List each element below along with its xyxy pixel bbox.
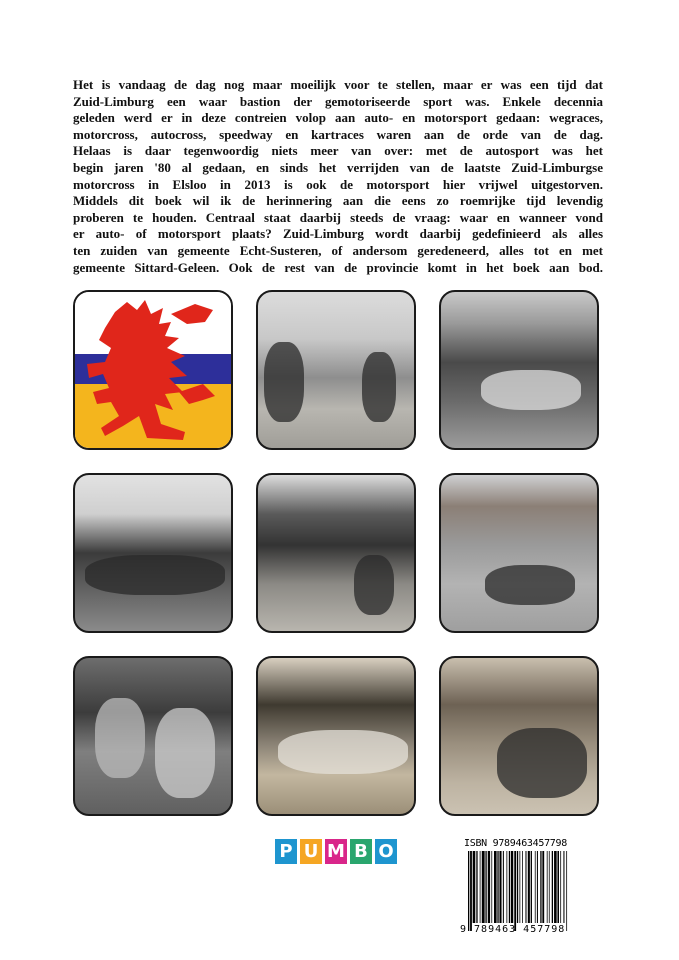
barcode-bar [522,851,523,923]
barcode-bar [488,851,490,923]
barcode-bar [491,851,492,923]
barcode-bar [563,851,564,923]
barcode-bar [531,851,532,923]
barcode-bar [554,851,557,923]
barcode-bar [525,851,526,923]
barcode-bar [511,851,513,923]
barcode-bar [542,851,544,923]
back-cover-blurb [73,77,603,276]
barcode-bar [499,851,501,923]
isbn-digits: 9 789463 457798 [460,924,566,935]
barcode-bar [549,851,550,923]
barcode-bar [552,851,553,923]
barcode-bar [535,851,536,923]
logo-letter: U [300,839,322,864]
logo-letter: B [350,839,372,864]
blurb-line: gemeente Sittard-Geleen. Ook de rest van de provincie komt in het boek aan bod. [73,259,603,275]
barcode-bars [468,851,568,931]
race-car-photo [439,290,599,450]
blurb-line: ten zuiden van gemeente Echt-Susteren, of andersom geredeneerd, alles tot en met [73,242,603,258]
barcode-bar [514,851,516,931]
isbn-label: ISBN 9789463457798 [464,838,567,849]
isbn-barcode [460,838,572,938]
kart-race-photo [439,473,599,633]
barcode-bar [480,851,481,923]
barcode-bar [485,851,486,923]
barcode-bar [519,851,520,923]
motorcycle-road-race-photo [73,656,233,816]
blurb-line: motorcross, autocross, speedway en kartraces waren aan de orde van de dag. [73,126,603,142]
pumbo-logo [275,839,397,864]
barcode-bar [560,851,561,923]
barcode-bar [506,851,507,923]
limburg-flag-image [73,290,233,450]
barcode-bar [468,851,469,931]
blurb-line: Zuid-Limburg een waar bastion der gemotoriseerde sport was. Enkele decennia [73,93,603,109]
motorcross-dune-photo [256,473,416,633]
blurb-line: motorcross in Elsloo in 2013 is ook de motorsport hier vrijwel uitgestorven. [73,176,603,192]
barcode-bar [476,851,477,923]
barcode-bar [470,851,472,931]
barcode-bar [473,851,476,923]
motorcycle-race-start-photo [73,473,233,633]
barcode-bar [528,851,530,923]
blurb-line: Middels dit boek wil ik de herinnering aan die eens zo roemrijke tijd levendig [73,193,603,209]
barcode-bar [540,851,541,923]
blurb-line: geleden werd er in deze contreien volop aan auto- en motorsport gedaan: wegraces, [73,110,603,126]
logo-letter: P [275,839,297,864]
red-lion-icon [75,292,231,448]
barcode-bar [517,851,518,923]
barcode-bar [566,851,567,931]
blurb-line: begin jaren '80 al gedaan, en sinds het verrijden van de laatste Zuid-Limburgse [73,159,603,175]
blurb-line: proberen te houden. Centraal staat daarbij steeds de vraag: waar en wanneer vond [73,209,603,225]
vintage-car-photo [439,656,599,816]
logo-letter: O [375,839,397,864]
barcode-bar [557,851,559,923]
logo-letter: M [325,839,347,864]
autocross-photo [256,656,416,816]
barcode-bar [494,851,497,923]
barcode-bar [509,851,510,923]
barcode-bar [503,851,504,923]
barcode-bar [537,851,538,923]
blurb-line: Helaas is daar tegenwoordig niets meer van over: met de autosport was het [73,143,603,159]
blurb-line: Het is vandaag de dag nog maar moeilijk voor te stellen, maar er was een tijd dat [73,77,603,92]
blurb-line: er auto- of motorsport plaats? Zuid-Limburg wordt daarbij gedefinieerd als alles [73,226,603,242]
barcode-bar [547,851,548,923]
barcode-bar [497,851,498,923]
barcode-bar [482,851,485,923]
motorcross-start-photo [256,290,416,450]
